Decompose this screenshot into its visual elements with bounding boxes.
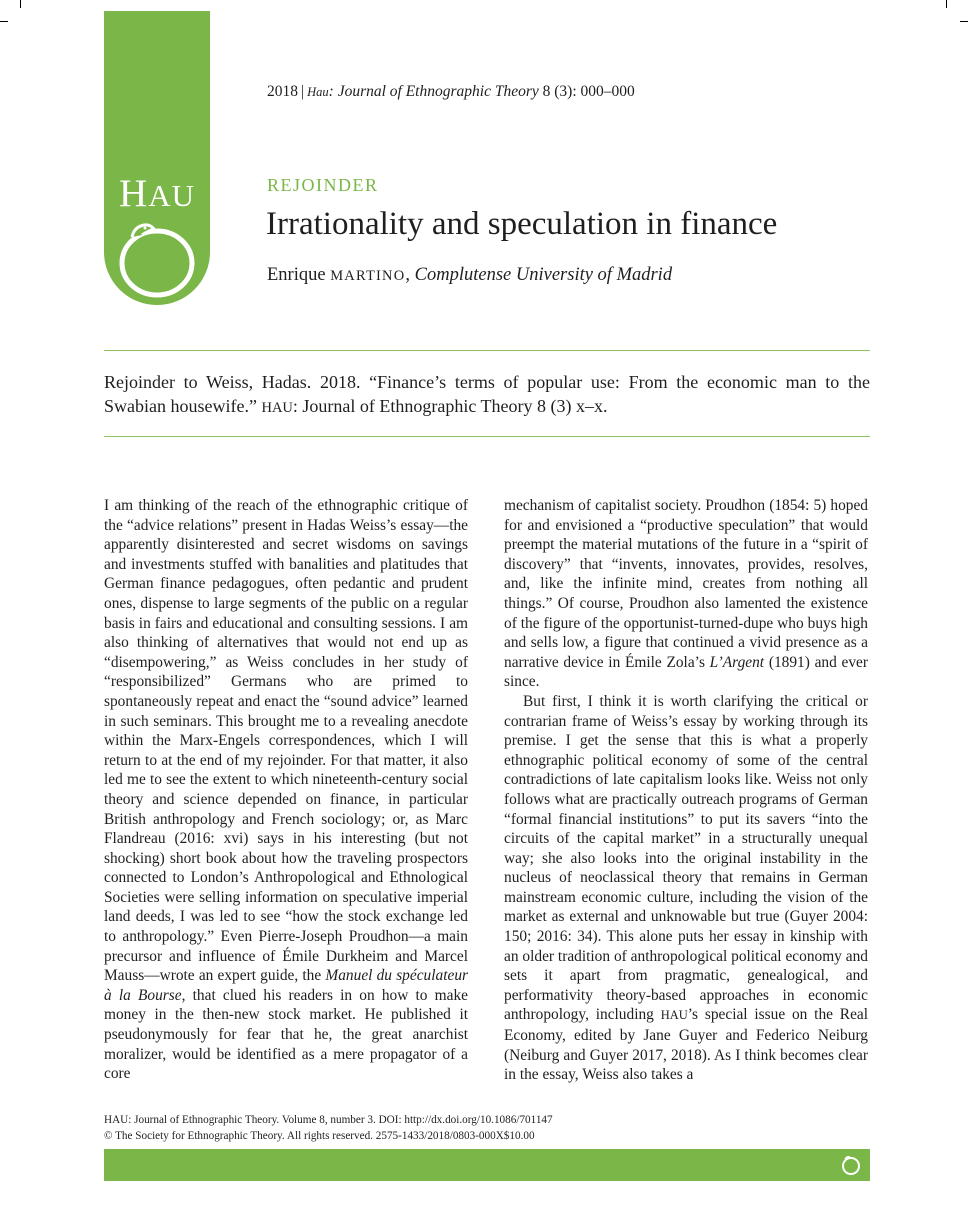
footer-line-1: HAU: Journal of Ethnographic Theory. Volume 8, number 3. DOI: http://dx.doi.org/10.1086/701147 [104, 1114, 553, 1126]
article-title: Irrationality and speculation in finance [266, 206, 778, 242]
journal-issue: 8 (3): 000–000 [538, 83, 635, 100]
crop-mark-right [960, 21, 968, 22]
rejoinder-note [104, 370, 870, 420]
paragraph [504, 496, 868, 692]
paragraph [504, 692, 868, 1085]
hau-smallcaps: HAU [660, 1008, 688, 1023]
text-run: (1891) and ever since. [504, 653, 868, 691]
journal-separator: | [301, 83, 305, 100]
rule-bottom [104, 436, 870, 437]
text-run: I am thinking of the reach of the ethnographic critique of the “advice relations” present in Hadas Weiss’s essay—the apparently disinterested and secret wisdoms on savings and investments stuffed with banalities and platitudes that German finance pedagogues, often pedantic and prudent ones, dispense to large segments of the public on a regular basis in fairs and educational and consulting sessions. I am also thinking of alternatives that would not end up as “disempowering,” as Weiss concludes in her study of “responsibilized” Germans who are primed to spontaneously repeat and enact the “sound advice” learned in such seminars. This brought me to a revealing anecdote within the Marx-Engels correspondences, which I will return to at the end of my rejoinder. For that matter, it also led me to see the extent to which nineteenth-century social theory and science depended on finance, in particular British anthropology and French sociology; or, as Marc Flandreau (2016: xvi) says in his interesting (but not shocking) short book about how the traveling prospectors connected to London’s Anthropological and Ethnological Societies were selling information on speculative imperial land deeds, I was led to see “how the stock exchange led to anthropology.” Even Pierre-Joseph Proudhon—a main precursor and influence of Émile Durkheim and Marcel Mauss—wrote an expert guide, the [104, 497, 468, 985]
article-type: REJOINDER [267, 175, 379, 195]
journal-title: Journal of Ethnographic Theory [337, 83, 539, 100]
footer-green-bar [104, 1149, 870, 1181]
rejoinder-after: : Journal of Ethnographic Theory 8 (3) x–x. [292, 396, 608, 416]
journal-citation: 2018 | Hau: Journal of Ethnographic Theory 8 (3): 000–000 [267, 83, 635, 100]
text-run: ’s special issue on the Real Economy, edited by Jane Guyer and Federico Neiburg (Neiburg and Guyer 2017, 2018). As I think becomes clear in the essay, Weiss also takes a [504, 1006, 869, 1084]
crop-mark-top-left [20, 0, 21, 8]
text-run: mechanism of capitalist society. Proudhon (1854: 5) hoped for and envisioned a “productive speculation” that would preempt the material mutations of the future in a “spirit of discovery” that “invents, innovates, provides, resolves, and, like the infinite mind, creates from nothing all things.” Of course, Proudhon also lamented the existence of the figure of the opportunist-turned-dupe who buys high and sells low, a figure that continued a vivid presence as a narrative device in Émile Zola’s [504, 497, 868, 671]
body-column-left [104, 496, 468, 1084]
footer-line-2: © The Society for Ethnographic Theory. All rights reserved. 2575-1433/2018/0803-000X$10.00 [104, 1130, 535, 1142]
rejoinder-hau: HAU [261, 400, 293, 416]
ouroboros-icon [112, 217, 202, 301]
author-byline: Enrique MARTINO, Complutense University of Madrid [267, 265, 673, 285]
crop-mark-left [0, 21, 8, 22]
paragraph [104, 496, 468, 1084]
logo-rest: AU [148, 178, 195, 213]
footer-info [104, 1112, 553, 1144]
author-first-name: Enrique [267, 265, 331, 285]
ouroboros-small-icon [840, 1154, 862, 1176]
text-run: , that clued his readers in on how to make money in the then-new stock market. He published it pseudonymously for fear that he, the great anarchist moralizer, would be identified as a mere propagator of a core [104, 986, 468, 1083]
crop-mark-top-right [946, 0, 947, 8]
text-run: But first, I think it is worth clarifying the critical or contrarian frame of Weiss’s essay by working through its premise. I get the sense that this is what a properly ethnographic political economy of some of the central contradictions of late capitalism looks like. Weiss not only follows what are practically outreach programs of German “formal financial institutions” to put its savers “into the circuits of the capital market” in a structurally unequal way; she also looks into the original instability in the nucleus of neoclassical theory that remains in German mainstream economic culture, including the vision of the market as external and unknowable but true (Guyer 2004: 150; 2016: 34). This alone puts her essay in kinship with an older tradition of anthropological political economy and sets it apart from pragmatic, genealogical, and performativity theory-based approaches in economic anthropology, including [504, 692, 868, 1024]
rejoinder-before: Rejoinder to Weiss, Hadas. 2018. “Finance’s terms of popular use: From the economic man to the Swabian housewife.” [104, 372, 870, 416]
logo-initial: H [119, 172, 149, 215]
hau-logo-text [104, 171, 210, 216]
rule-top [104, 350, 870, 351]
body-column-right [504, 496, 868, 1085]
hau-logo-band [104, 11, 210, 305]
journal-year: 2018 [267, 83, 298, 100]
italic-title: Manuel du spéculateur à la Bourse [104, 967, 468, 1004]
author-last-name: MARTINO [330, 268, 406, 284]
journal-hau: Hau [307, 85, 329, 99]
author-affiliation: Complutense University of Madrid [414, 265, 673, 285]
italic-title: L’Argent [709, 653, 765, 671]
